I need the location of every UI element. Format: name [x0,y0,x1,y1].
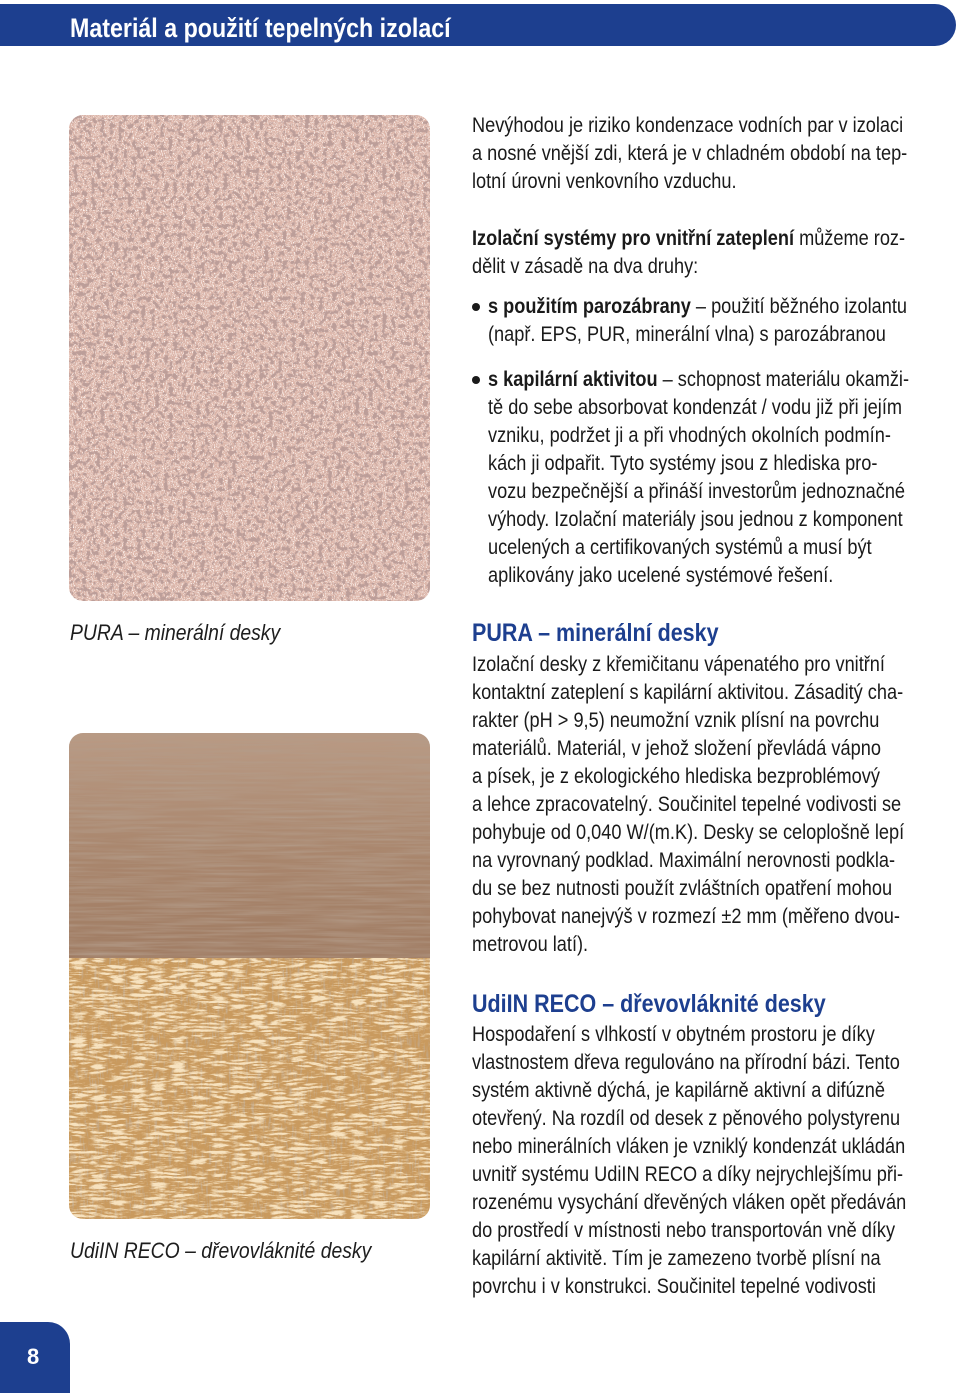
page-title: Materiál a použití tepelných izolací [70,13,451,43]
pura-texture [69,115,430,601]
udiin-photo-caption: UdiIN RECO – dřevovláknité desky [70,1238,372,1263]
bullet-dot [472,376,480,384]
systems-lead-rest: můžeme roz- [794,227,906,250]
intro-line: a nosné vnější zdi, která je v chladném období na tep- [472,142,908,165]
bullet-line: vozu bezpečnější a přináší investorům jednoznačné [488,480,906,503]
pura-line: materiálů. Materiál, v jehož složení převládá vápno [472,737,881,760]
pura-line: Izolační desky z křemičitanu vápenatého pro vnitřní [472,653,885,676]
pura-line: na vyrovnaný podklad. Maximální nerovnosti podkla- [472,849,896,872]
udiin-line: Hospodaření s vlhkostí v obytném prostoru je díky [472,1023,875,1046]
udiin-line: uvnitř systému UdiIN RECO a díky nejrychlejšímu při- [472,1163,904,1186]
pura-line: kontaktní zateplení s kapilární aktivitou. Zásaditý cha- [472,681,904,704]
intro-line: lotní úrovni venkovního vzduchu. [472,170,737,193]
bullet-line: (např. EPS, PUR, minerální vlna) s parozábranou [488,323,886,346]
pura-line: metrovou latí). [472,933,589,956]
page-number: 8 [27,1344,40,1369]
udiin-line: vlastnostem dřeva regulováno na přírodní bázi. Tento [472,1051,900,1074]
pura-line: a písek, je z ekologického hlediska bezproblémový [472,765,880,788]
header-bar [0,4,956,46]
bullet-line: tě do sebe absorbovat kondenzát / vodu již při jejím [488,396,903,419]
bullet-rest: – schopnost materiálu okamži- [657,368,910,391]
systems-lead [472,225,956,253]
pura-line: pohybuje od 0,040 W/(m.K). Desky se celoplošně lepí [472,821,905,844]
udiin-line: nebo minerálních vláken je vzniklý kondenzát ukládán [472,1135,906,1158]
udiin-board-photo [69,733,430,1219]
bullet-line: aplikovány jako ucelené systémové řešení. [488,564,834,587]
udiin-line: do prostředí v místnosti nebo transportován vně díky [472,1219,896,1242]
udiin-texture [69,733,430,1219]
pura-line: a lehce zpracovatelný. Součinitel tepelné vodivosti se [472,793,902,816]
udiin-line: otevřený. Na rozdíl od desek z pěnového polystyrenu [472,1107,901,1130]
bullet-line: vzniku, podržet ji a při vhodných okolních podmín- [488,424,891,447]
pura-photo-caption: PURA – minerální desky [70,620,281,645]
bullet-line: ucelených a certifikovaných systémů a musí být [488,536,872,559]
pura-heading: PURA – minerální desky [472,619,719,647]
pura-line: du se bez nutnosti použít zvláštních opatření mohou [472,877,893,900]
udiin-line: rozenému vysychání dřevěných vláken opět předáván [472,1191,907,1214]
bullet-parozabrana [488,293,960,321]
udiin-line: systém aktivně dýchá, je kapilárně aktivní a difúzně [472,1079,885,1102]
pura-line: rakter (pH > 9,5) neumožní vznik plísní na povrchu [472,709,880,732]
page-number-tab [0,1322,70,1393]
systems-lead-line: dělit v zásadě na dva druhy: [472,255,699,278]
bullet-bold: s kapilární aktivitou [488,368,658,391]
bullet-kapilarni [488,366,960,394]
udiin-heading: UdiIN RECO – dřevovláknité desky [472,990,826,1018]
pura-board-photo [69,115,430,601]
bullet-dot [472,303,480,311]
pura-line: pohybovat nanejvýš v rozmezí ±2 mm (měřeno dvou- [472,905,900,928]
udiin-line: povrchu i v konstrukci. Součinitel tepelné vodivosti [472,1275,876,1298]
intro-line: Nevýhodou je riziko kondenzace vodních par v izolaci [472,114,904,137]
systems-lead-bold: Izolační systémy pro vnitřní zateplení [472,227,795,250]
bullet-line: výhody. Izolační materiály jsou jednou z komponent [488,508,903,531]
udiin-line: kapilární aktivitě. Tím je zamezeno tvorbě plísní na [472,1247,881,1270]
bullet-line: kách ji odpařit. Tyto systémy jsou z hlediska pro- [488,452,878,475]
bullet-rest: – použití běžného izolantu [690,295,908,318]
bullet-bold: s použitím parozábrany [488,295,691,318]
